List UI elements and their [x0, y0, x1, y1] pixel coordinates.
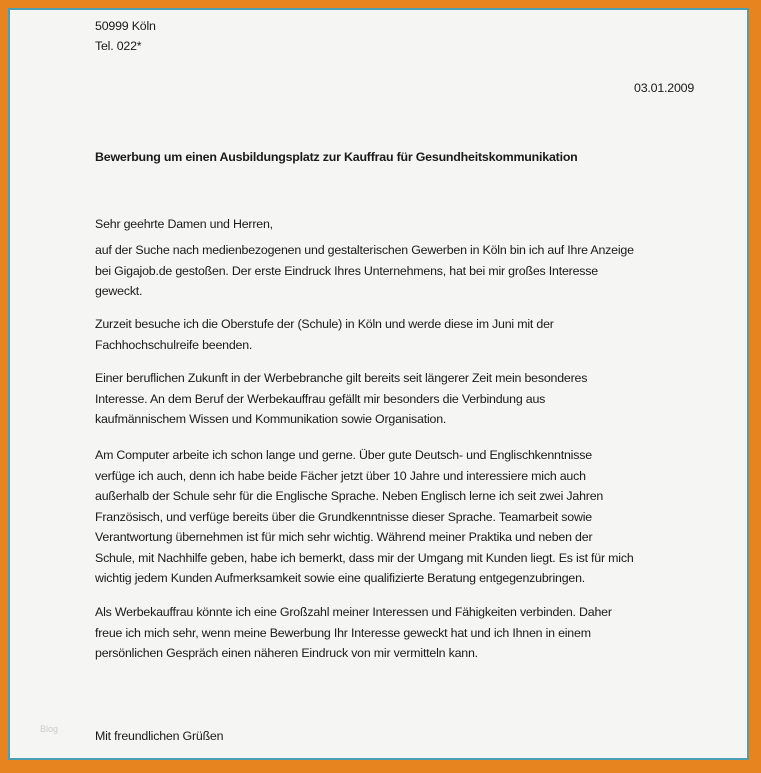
text-line: Zurzeit besuche ich die Oberstufe der (Schule) in Köln und werde diese im Juni mit der	[95, 317, 554, 331]
text-line: Am Computer arbeite ich schon lange und gerne. Über gute Deutsch- und Englischkenntnisse	[95, 448, 592, 462]
text-line: Einer beruflichen Zukunft in der Werbebranche gilt bereits seit längerer Zeit mein besonderes	[95, 371, 588, 385]
salutation: Sehr geehrte Damen und Herren,	[95, 217, 273, 231]
text-line: kaufmännischem Wissen und Kommunikation sowie Organisation.	[95, 412, 447, 426]
sender-city: 50999 Köln	[95, 19, 156, 33]
text-line: persönlichen Gespräch einen näheren Eindruck von mir vermitteln kann.	[95, 646, 478, 660]
text-line: Fachhochschulreife beenden.	[95, 337, 253, 352]
paragraph-4	[95, 445, 634, 589]
text-line: bei Gigajob.de gestoßen. Der erste Eindruck Ihres Unternehmens, hat bei mir großes Interesse	[95, 263, 598, 278]
sender-phone: Tel. 022*	[95, 39, 142, 53]
text-line: auf der Suche nach medienbezogenen und gestalterischen Gewerben in Köln bin ich auf Ihre Anzeige	[95, 243, 634, 257]
text-line: Als Werbekauffrau könnte ich eine Großzahl meiner Interessen und Fähigkeiten verbinden. Daher	[95, 605, 612, 619]
text-line: Verantwortung übernehmen ist für mich sehr wichtig. Während meiner Praktika und neben der	[95, 530, 593, 544]
text-line: außerhalb der Schule sehr für die Englische Sprache. Neben Englisch lerne ich seit zwei Jahren	[95, 489, 604, 503]
paragraph-2	[95, 314, 554, 355]
text-line: geweckt.	[95, 284, 143, 298]
text-line: Französisch, und verfüge bereits über die Grundkenntnisse dieser Sprache. Teamarbeit sowie	[95, 509, 592, 524]
closing: Mit freundlichen Grüßen	[95, 729, 224, 743]
letter-subject: Bewerbung um einen Ausbildungsplatz zur Kauffrau für Gesundheitskommunikation	[95, 150, 578, 164]
text-line: verfüge ich auch, denn ich habe beide Fächer jetzt über 10 Jahre und interessiere mich auch	[95, 468, 586, 483]
text-line: Schule, mit Nachhilfe geben, habe ich bemerkt, dass mir der Umgang mit Kunden liegt. Es ist für mich	[95, 550, 634, 565]
paragraph-3	[95, 368, 587, 430]
text-line: Interesse. An dem Beruf der Werbekauffrau gefällt mir besonders die Verbindung aus	[95, 391, 546, 406]
letter-date: 03.01.2009	[634, 81, 695, 95]
text-line: wichtig jedem Kunden Aufmerksamkeit sowie eine qualifizierte Beratung entgegenzubringen.	[95, 571, 586, 585]
paragraph-5	[95, 602, 612, 664]
paragraph-1	[95, 240, 634, 302]
letter-page	[8, 8, 749, 760]
text-line: freue ich mich sehr, wenn meine Bewerbung Ihr Interesse geweckt hat und ich Ihnen in einem	[95, 625, 591, 640]
watermark: Blog	[40, 724, 59, 734]
